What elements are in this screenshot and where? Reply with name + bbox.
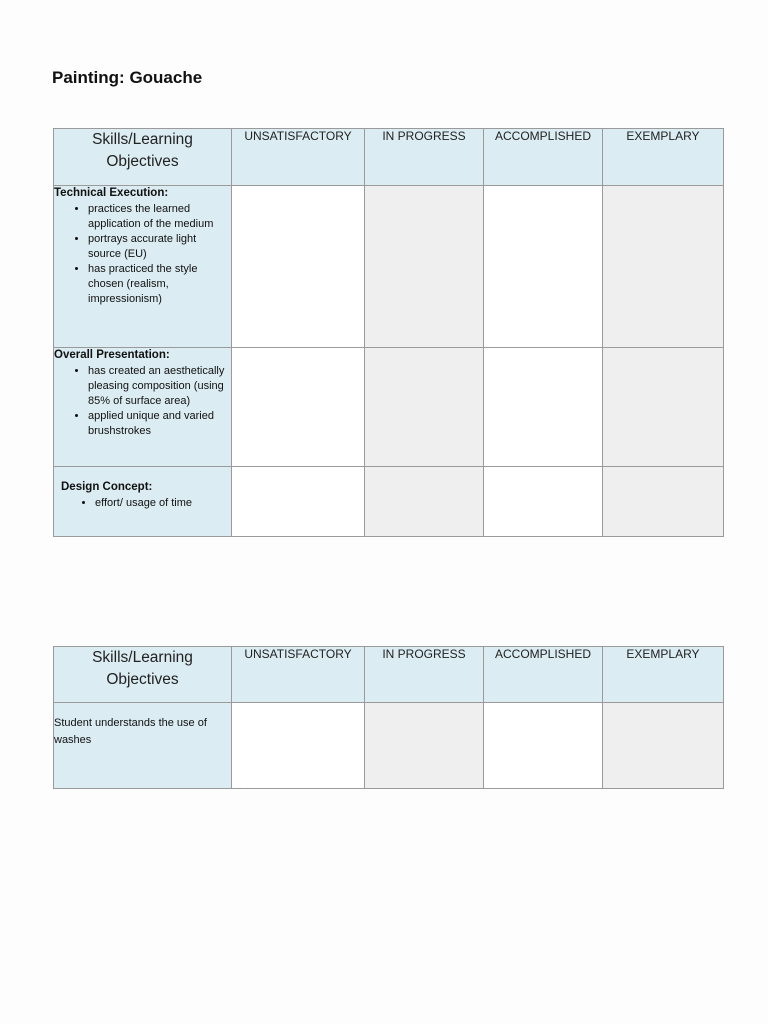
rubric-table-washes: [53, 646, 724, 789]
header-accomplished: ACCOMPLISHED: [484, 129, 603, 186]
criteria-item: • effort/ usage of time: [95, 496, 231, 511]
category-label: Design Concept:: [61, 481, 153, 493]
score-cell-exemplary[interactable]: [603, 348, 724, 467]
header-unsatisfactory: UNSATISFACTORY: [232, 647, 365, 703]
criteria-list: [61, 496, 231, 511]
header-exemplary: EXEMPLARY: [603, 647, 724, 703]
header-skills-objectives: Skills/Learning Objectives: [54, 129, 232, 186]
score-cell-in-progress[interactable]: [365, 348, 484, 467]
criteria-item: • has practiced the style chosen (realism, impressionism): [88, 262, 231, 307]
header-in-progress: IN PROGRESS: [365, 129, 484, 186]
score-cell-unsatisfactory[interactable]: [232, 467, 365, 537]
table-header-row: [54, 129, 724, 186]
score-cell-exemplary[interactable]: [603, 186, 724, 348]
score-cell-in-progress[interactable]: [365, 467, 484, 537]
score-cell-unsatisfactory[interactable]: [232, 348, 365, 467]
header-in-progress: IN PROGRESS: [365, 647, 484, 703]
table-row-technical-execution: [54, 186, 724, 348]
category-label: Technical Execution:: [54, 187, 169, 199]
score-cell-accomplished[interactable]: [484, 186, 603, 348]
score-cell-exemplary[interactable]: [603, 467, 724, 537]
table-row-washes: [54, 703, 724, 789]
category-label: Overall Presentation:: [54, 349, 170, 361]
header-accomplished: ACCOMPLISHED: [484, 647, 603, 703]
criteria-item: • practices the learned application of the medium: [88, 202, 231, 232]
skill-cell-overall-presentation: [54, 348, 232, 467]
skill-cell-design-concept: [54, 467, 232, 537]
criteria-item: • portrays accurate light source (EU): [88, 232, 231, 262]
criteria-item: • applied unique and varied brushstrokes: [88, 409, 231, 439]
header-unsatisfactory: UNSATISFACTORY: [232, 129, 365, 186]
score-cell-unsatisfactory[interactable]: [232, 186, 365, 348]
score-cell-in-progress[interactable]: [365, 703, 484, 789]
rubric-table-gouache: [53, 128, 724, 537]
table-header-row: [54, 647, 724, 703]
table-row-design-concept: [54, 467, 724, 537]
header-exemplary: EXEMPLARY: [603, 129, 724, 186]
skill-cell-technical-execution: [54, 186, 232, 348]
score-cell-exemplary[interactable]: [603, 703, 724, 789]
criteria-text: Student understands the use of washes: [54, 717, 207, 746]
table-row-overall-presentation: [54, 348, 724, 467]
criteria-item: • has created an aesthetically pleasing composition (using 85% of surface area): [88, 364, 231, 409]
criteria-list: [54, 364, 231, 439]
score-cell-unsatisfactory[interactable]: [232, 703, 365, 789]
score-cell-accomplished[interactable]: [484, 703, 603, 789]
criteria-list: [54, 202, 231, 307]
page-title: Painting: Gouache: [52, 68, 203, 87]
score-cell-accomplished[interactable]: [484, 467, 603, 537]
header-skills-objectives: Skills/Learning Objectives: [54, 647, 232, 703]
score-cell-in-progress[interactable]: [365, 186, 484, 348]
score-cell-accomplished[interactable]: [484, 348, 603, 467]
skill-cell-washes: [54, 703, 232, 789]
